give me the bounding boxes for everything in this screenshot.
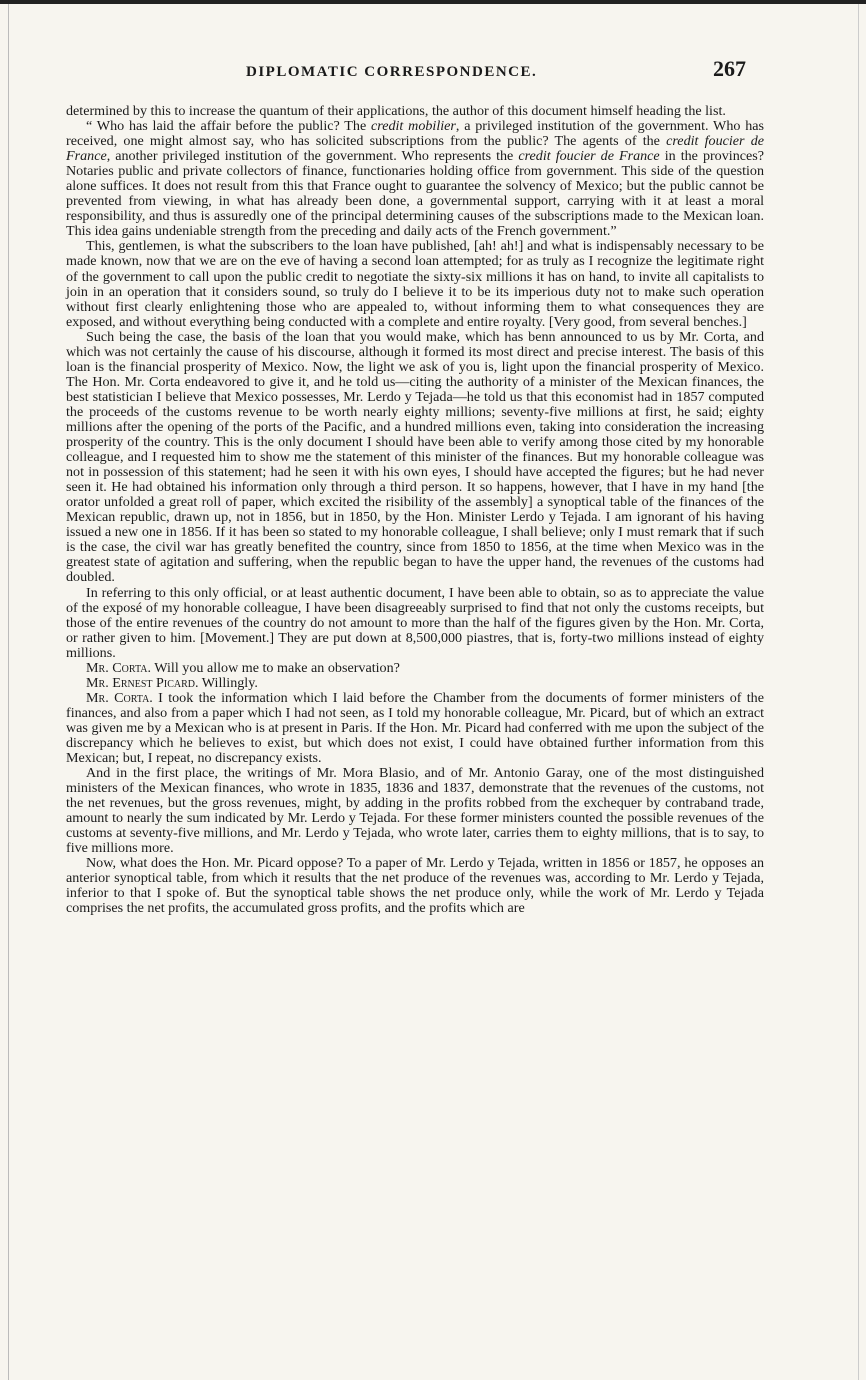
paragraph-1: determined by this to increase the quantum of their applications, the author of this document himself heading the list. (66, 103, 726, 119)
speaker-name: Mr. Corta. (86, 689, 153, 706)
text-run: , another privileged institution of the government. Who represents the (106, 148, 519, 165)
italic-term: credit foucier de France (518, 148, 660, 165)
paragraph-10: Now, what does the Hon. Mr. Picard oppose? To a paper of Mr. Lerdo y Tejada, written in 1856 or 1857, he opposes an anterior synoptical table, from which it results that the net produce of the revenues was, according to Mr. Lerdo y Tejada, inferior to that I spoke of. But the synoptical table shows the net produce only, while the work of Mr. Lerdo y Tejada comprises the net profits, the accumulated gross profits, and the profits which are (66, 855, 764, 917)
paragraph-9: And in the first place, the writings of Mr. Mora Blasio, and of Mr. Antonio Garay, one of the most distinguished ministers of the Mexican finances, who wrote in 1835, 1836 and 1837, demonstrate that the revenues of the customs, not the net revenues, but the gross revenues, might, by adding in the profits robbed from the exchequer by contraband trade, amount to nearly the sum indicated by Mr. Lerdo y Tejada. For these former ministers counted the possible revenues of the customs at seventy-five millions, and Mr. Lerdo y Tejada, who wrote later, carries them to eighty millions, that is to say, to five millions more. (66, 765, 764, 857)
text-run: in the provinces? Notaries public and private collectors of finance, functionaries holding office from government. This side of the question alone suffices. It does not result from this that France ought to guarantee the solvency of Mexico; but the public cannot be prevented from viewing, in what has already been done, a governmental support, carrying with it at least a moral responsibility, and thus is assuredly one of the principal determining causes of the subscriptions made to the Mexican loan. This idea gains undeniable strength from the preceding and daily acts of the French government.” (66, 148, 764, 240)
body-text (66, 104, 764, 917)
italic-term: credit mobilier (371, 118, 456, 135)
text-run: , a privileged institution of the government. Who has received, one might almost say, who has solicited subscriptions from the public? The agents of the (66, 118, 765, 150)
italic-term: credit foucier de France (66, 133, 765, 165)
paragraph-6 (66, 661, 764, 676)
paragraph-2 (66, 119, 764, 239)
paragraph-4: Such being the case, the basis of the loan that you would make, which has benn announced to us by Mr. Corta, and which was not certainly the cause of his discourse, although it formed its most direct and precise interest. The basis of this loan is the financial prosperity of Mexico. Now, the light we ask of you is, light upon the financial prosperity of Mexico. The Hon. Mr. Corta endeavored to give it, and he told us—citing the authority of a minister of the Mexican finances, the best statistician I believe that Mexico possesses, Mr. Lerdo y Tejada—he told us that this economist had in 1857 computed the proceeds of the customs revenue to be worth nearly eighty millions; seventy-five millions at first, he said; eighty millions after the opening of the ports of the Pacific, and a hundred millions even, taking into consideration the increasing prosperity of the country. This is the only document I should have been able to verify among those cited by my honorable colleague, and I requested him to show me the statement of this minister of the finances. But my honorable colleague was not in possession of this statement; had he seen it with his own eyes, I should have accepted the figures; but he had never seen it. He had obtained his information only through a third person. It so happens, however, that I have in my hand [the orator unfolded a great roll of paper, which excited the risibility of the assembly] a synoptical table of the finances of the Mexican republic, drawn up, not in 1856, but in 1850, by the Hon. Minister Lerdo y Tejada. I am ignorant of his having issued a new one in 1856. If it has been so stated to my honorable colleague, I shall believe; only I must remark that if such is the case, the civil war has greatly benefited the country, since from 1850 to 1856, at the time when Mexico was in the greatest state of agitation and suffering, when the republic began to have the upper hand, the revenues of the customs had doubled. (66, 328, 764, 586)
page-header (66, 54, 760, 84)
paragraph-8 (66, 691, 764, 766)
right-margin-rule (858, 4, 859, 1380)
paragraph-3: This, gentlemen, is what the subscribers to the loan have published, [ah! ah!] and what is indispensably necessary to be made known, now that we are on the eve of having a second loan attempted; for as truly as I recognize the legitimate right of the government to call upon the public credit to negotiate the sixty-six millions it has on hand, to invite all capitalists to join in an operation that it considers sound, so truly do I believe it to be its imperious duty not to make such operation without first clearly enlightening those who are appealed to, without informing them to what consequences they are exposed, and without everything being conducted with a complete and entire royalty. [Very good, from several benches.] (66, 238, 764, 330)
page-number: 267 (713, 56, 746, 81)
speaker-name: Mr. Ernest Picard. (86, 674, 199, 691)
left-margin-rule (8, 4, 9, 1380)
running-head: DIPLOMATIC CORRESPONDENCE. (246, 64, 538, 80)
speaker-name: Mr. Corta. (86, 659, 151, 676)
speech-text: Will you allow me to make an observation? (151, 659, 400, 676)
speech-text: Willingly. (198, 674, 258, 691)
text-run: “ Who has laid the affair before the public? The (86, 118, 371, 135)
paragraph-7 (66, 676, 764, 691)
speech-text: I took the information which I laid before the Chamber from the documents of former ministers of the finances, and also from a paper which I had not seen, as I told my honorable colleague, Mr. Picard, but of which an extract was given me by a Mexican who is at present in Paris. If the Hon. Mr. Picard had conferred with me upon the subject of the discrepancy which he believes to exist, but which does not exist, I could have obtained further information from this Mexican; but, I repeat, no discrepancy exists. (66, 689, 764, 767)
paragraph-5: In referring to this only official, or at least authentic document, I have been able to obtain, so as to appreciate the value of the exposé of my honorable colleague, I have been disagreeably surprised to find that not only the customs receipts, but those of the entire revenues of the country do not amount to more than the half of the figures given by the Hon. Mr. Corta, or rather given to him. [Movement.] They are put down at 8,500,000 piastres, that is, forty-two millions instead of eighty millions. (66, 584, 764, 661)
top-border-rule (0, 0, 866, 4)
